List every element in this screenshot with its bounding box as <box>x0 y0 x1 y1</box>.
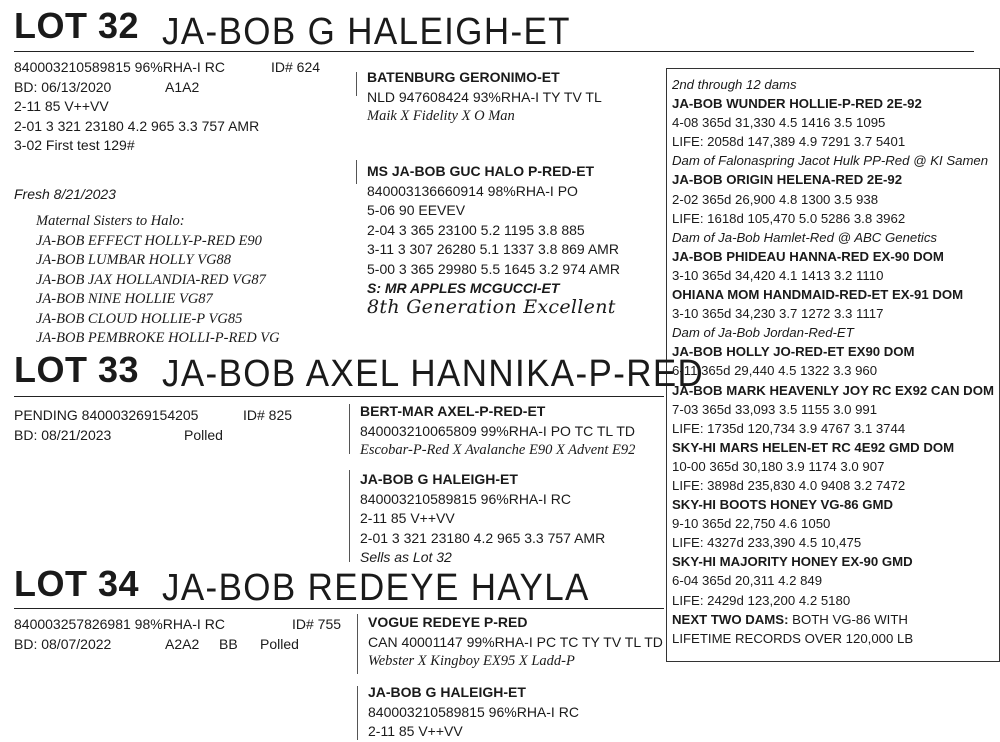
lot-32-dam-record: 2-04 3 365 23100 5.2 1195 3.8 885 <box>367 221 585 238</box>
lot-33-dam-name: JA-BOB G HALEIGH-ET <box>360 471 518 487</box>
dam-record: 9-10 365d 22,750 4.6 1050 <box>672 516 831 532</box>
dam-record: 3-10 365d 34,230 3.7 1272 3.3 1117 <box>672 306 884 322</box>
lot-32-bd: BD: 06/13/2020 <box>14 78 112 95</box>
dam-record: 6-04 365d 20,311 4.2 849 <box>672 573 823 589</box>
lot-32-test: 3-02 First test 129# <box>14 137 135 153</box>
maternal-sisters <box>36 212 280 349</box>
lot-32-divider <box>14 51 974 52</box>
maternal-sister: JA-BOB PEMBROKE HOLLI-P-RED VG <box>36 330 280 346</box>
lot-33-sire-reg: 840003210065809 99%RHA-I PO TC TL TD <box>360 422 635 439</box>
lot-33-dam <box>360 470 605 568</box>
lot-33-sire <box>360 402 635 461</box>
lot-32-number: LOT 32 <box>14 5 140 46</box>
next-two-dams-label: NEXT TWO DAMS: <box>672 611 789 627</box>
lot-32-dam-classification: 5-06 90 EEVEV <box>367 202 466 218</box>
dam-record: 4-08 365d 31,330 4.5 1416 3.5 1095 <box>672 115 886 131</box>
dam-record: LIFE: 4327d 233,390 4.5 10,475 <box>672 535 862 551</box>
lot-34-dam-classification: 2-11 85 V++VV <box>368 723 463 739</box>
dam-record: LIFE: 3898d 235,830 4.0 9408 3.2 7472 <box>672 477 906 493</box>
dam-record: 6-11 365d 29,440 4.5 1322 3.3 960 <box>672 363 878 379</box>
dam-name: JA-BOB WUNDER HOLLIE-P-RED 2E-92 <box>672 96 922 112</box>
pedigree-bracket <box>349 404 350 454</box>
lot-34-reg: 840003257826981 98%RHA-I RC <box>14 616 225 632</box>
lot-33-dam-record: 2-01 3 321 23180 4.2 965 3.3 757 AMR <box>360 529 606 546</box>
lot-34-id: ID# 755 <box>292 616 342 632</box>
lot-32-dam-service: S: MR APPLES MCGUCCI-ET <box>367 280 560 296</box>
lot-33-dam-reg: 840003210589815 96%RHA-I RC <box>360 490 571 507</box>
dam-name: SKY-HI MAJORITY HONEY EX-90 GMD <box>672 554 913 570</box>
lot-34-dam <box>368 683 579 742</box>
dams-list <box>672 75 994 648</box>
lot-32-dam-name: MS JA-BOB GUC HALO P-RED-ET <box>367 163 595 179</box>
lot-34-dam-reg: 840003210589815 96%RHA-I RC <box>368 703 579 720</box>
lot-34-sire-name: VOGUE REDEYE P-RED <box>368 614 528 630</box>
pedigree-bracket <box>356 160 357 184</box>
dam-record: 2-02 365d 26,900 4.8 1300 3.5 938 <box>672 191 879 207</box>
lot-33-sire-name: BERT-MAR AXEL-P-RED-ET <box>360 403 546 419</box>
lot-32-sire <box>367 68 602 127</box>
lot-34-sire-reg: CAN 40001147 99%RHA-I PC TC TY TV TL TD <box>368 633 663 650</box>
lot-34-number: LOT 34 <box>14 563 140 604</box>
lot-34-bd: BD: 08/07/2022 <box>14 635 112 652</box>
dams-box-title: 2nd through 12 dams <box>672 77 797 92</box>
dam-record: 10-00 365d 30,180 3.9 1174 3.0 907 <box>672 458 885 474</box>
lifetime-records-line: LIFETIME RECORDS OVER 120,000 LB <box>672 630 914 646</box>
lot-32-fresh: Fresh 8/21/2023 <box>14 186 116 202</box>
dam-name: JA-BOB MARK HEAVENLY JOY RC EX92 CAN DOM <box>672 382 994 398</box>
lot-32-details <box>14 58 259 156</box>
maternal-sister: JA-BOB LUMBAR HOLLY VG88 <box>36 252 232 268</box>
lot-34-sire <box>368 613 663 672</box>
lot-32-dam-reg: 840003136660914 98%RHA-I PO <box>367 182 578 199</box>
lot-34-dam-name: JA-BOB G HALEIGH-ET <box>368 684 526 700</box>
dams-box <box>666 68 1000 662</box>
maternal-sister: JA-BOB NINE HOLLIE VG87 <box>36 291 213 307</box>
lot-33-bd: BD: 08/21/2023 <box>14 426 112 443</box>
lot-33-reg: PENDING 840003269154205 <box>14 407 199 423</box>
dam-name: JA-BOB ORIGIN HELENA-RED 2E-92 <box>672 172 903 188</box>
lot-33-name: JA-BOB AXEL HANNIKA-P-RED <box>162 353 705 395</box>
dam-note: Dam of Ja-Bob Jordan-Red-ET <box>672 325 854 341</box>
lot-34-beta-casein: A2A2 <box>165 636 200 652</box>
next-two-dams-text: BOTH VG-86 WITH <box>788 611 908 627</box>
maternal-sister: JA-BOB EFFECT HOLLY-P-RED E90 <box>36 232 262 249</box>
dam-name: SKY-HI BOOTS HONEY VG-86 GMD <box>672 497 894 513</box>
pedigree-bracket <box>349 470 350 562</box>
lot-32-sire-pedigree: Maik X Fidelity X O Man <box>367 108 515 124</box>
pedigree-bracket <box>356 72 357 96</box>
lot-32-sire-reg: NLD 947608424 93%RHA-I TY TV TL <box>367 88 602 105</box>
lot-32-dam <box>367 162 620 299</box>
lot-32-dam-record: 3-11 3 307 26280 5.1 1337 3.8 869 AMR <box>367 241 619 257</box>
dam-record: LIFE: 1618d 105,470 5.0 5286 3.8 3962 <box>672 210 906 226</box>
lot-34-divider <box>14 608 664 609</box>
lot-32-sire-name: BATENBURG GERONIMO-ET <box>367 69 560 85</box>
dam-record: 7-03 365d 33,093 3.5 1155 3.0 991 <box>672 401 878 417</box>
lot-32-id: ID# 624 <box>271 59 321 75</box>
lot-32-name: JA-BOB G HALEIGH-ET <box>162 11 571 53</box>
lot-34-polled: Polled <box>260 636 299 652</box>
eighth-generation-note: 8th Generation Excellent <box>367 296 616 318</box>
lot-34-name: JA-BOB REDEYE HAYLA <box>162 567 590 609</box>
pedigree-bracket <box>357 686 358 740</box>
pedigree-bracket <box>357 614 358 674</box>
lot-33-divider <box>14 396 664 397</box>
dam-note: Dam of Ja-Bob Hamlet-Red @ ABC Genetics <box>672 229 938 245</box>
lot-32-record: 2-01 3 321 23180 4.2 965 3.3 757 AMR <box>14 117 260 134</box>
dam-record: 3-10 365d 34,420 4.1 1413 3.2 1110 <box>672 267 884 283</box>
dam-record: LIFE: 1735d 120,734 3.9 4767 3.1 3744 <box>672 420 906 436</box>
lot-32-classification: 2-11 85 V++VV <box>14 98 109 114</box>
lot-33-polled: Polled <box>184 427 223 443</box>
lot-32-dam-record: 5-00 3 365 29980 5.5 1645 3.2 974 AMR <box>367 260 620 277</box>
lot-32-beta-casein: A1A2 <box>165 79 200 95</box>
lot-33-sire-pedigree: Escobar-P-Red X Avalanche E90 X Advent E92 <box>360 442 636 458</box>
maternal-sisters-title: Maternal Sisters to Halo: <box>36 213 185 229</box>
dam-name: OHIANA MOM HANDMAID-RED-ET EX-91 DOM <box>672 287 964 303</box>
dam-record: LIFE: 2429d 123,200 4.2 5180 <box>672 592 851 608</box>
lot-33-dam-classification: 2-11 85 V++VV <box>360 510 455 526</box>
lot-33-id: ID# 825 <box>243 407 293 423</box>
lot-33-sells-as: Sells as Lot 32 <box>360 549 452 565</box>
lot-34-bb: BB <box>219 636 238 652</box>
dam-name: SKY-HI MARS HELEN-ET RC 4E92 GMD DOM <box>672 439 955 455</box>
lot-33-details <box>14 406 198 445</box>
maternal-sister: JA-BOB JAX HOLLANDIA-RED VG87 <box>36 271 266 288</box>
dam-note: Dam of Falonaspring Jacot Hulk PP-Red @ KI Samen <box>672 153 989 169</box>
maternal-sister: JA-BOB CLOUD HOLLIE-P VG85 <box>36 310 243 327</box>
dam-name: JA-BOB PHIDEAU HANNA-RED EX-90 DOM <box>672 248 944 264</box>
lot-34-sire-pedigree: Webster X Kingboy EX95 X Ladd-P <box>368 653 575 669</box>
dam-name: JA-BOB HOLLY JO-RED-ET EX90 DOM <box>672 344 915 360</box>
lot-32-reg: 840003210589815 96%RHA-I RC <box>14 59 225 75</box>
dam-record: LIFE: 2058d 147,389 4.9 7291 3.7 5401 <box>672 134 906 150</box>
next-two-dams <box>672 610 994 629</box>
lot-33-number: LOT 33 <box>14 349 140 390</box>
